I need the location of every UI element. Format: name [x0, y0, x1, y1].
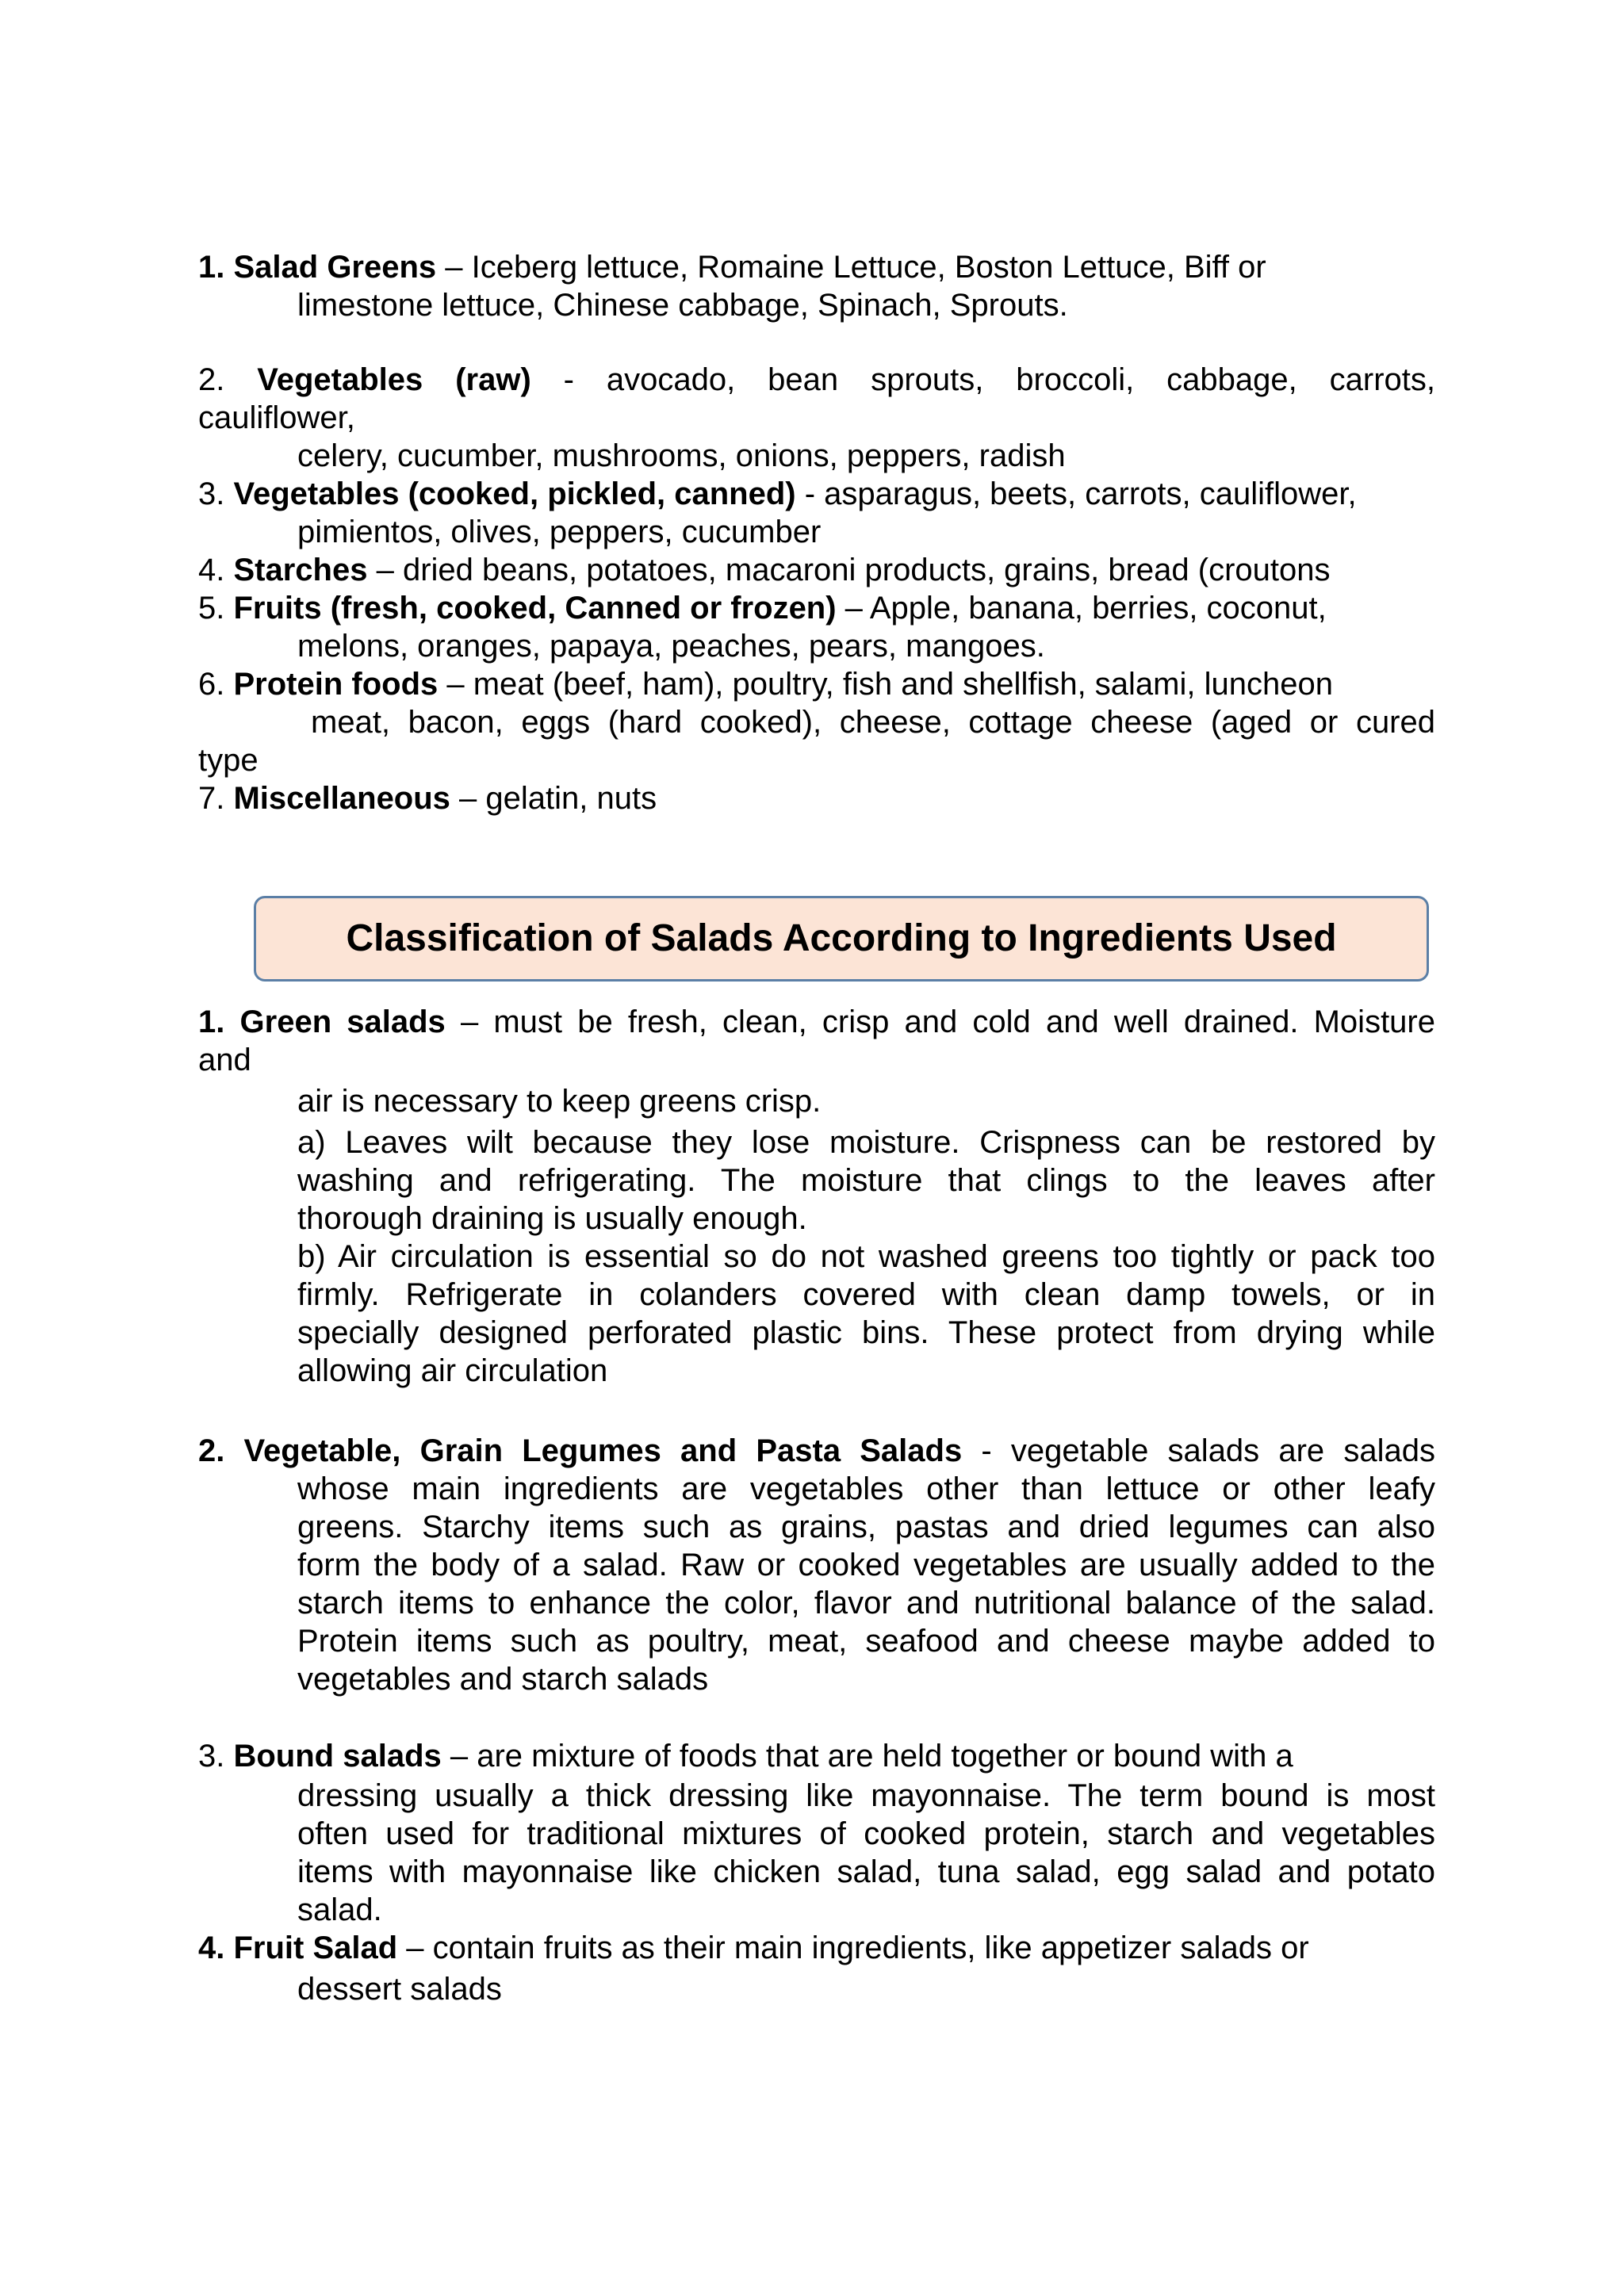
list-item-line [198, 248, 1435, 286]
item-title: Vegetable, Grain Legumes and Pasta Salads [243, 1433, 963, 1468]
ingredient-item-miscellaneous [198, 779, 1435, 817]
item-text: firmly. Refrigerate in colanders covered with clean damp towels, or in [297, 1277, 1435, 1312]
list-item-line [198, 1123, 1435, 1161]
item-text: thorough draining is usually enough. [297, 1201, 807, 1236]
item-number: 1. [198, 1004, 225, 1039]
list-item-line [198, 1546, 1435, 1584]
list-item-line [198, 1929, 1435, 1967]
list-item-line [198, 1584, 1435, 1622]
item-number: 1. [198, 250, 225, 285]
ingredient-item-salad-greens [198, 248, 1435, 324]
item-text: pimientos, olives, peppers, cucumber [297, 515, 822, 549]
list-item-line [198, 1622, 1435, 1660]
section-heading-box [254, 896, 1429, 982]
classification-item-green-salads [198, 1003, 1435, 1390]
list-item-line [198, 1200, 1435, 1238]
item-text: whose main ingredients are vegetables other than lettuce or other leafy [297, 1471, 1435, 1506]
item-title: Starches [233, 553, 368, 587]
list-item-line [198, 1276, 1435, 1314]
item-text: – gelatin, nuts [450, 781, 657, 816]
item-text: allowing air circulation [297, 1353, 608, 1388]
item-text: form the body of a salad. Raw or cooked vegetables are usually added to the [297, 1548, 1435, 1582]
item-number: 4. [198, 553, 225, 587]
list-item-line [198, 513, 1435, 551]
list-item-line [198, 1970, 1435, 2008]
item-text: type [198, 743, 259, 778]
item-text: washing and refrigerating. The moisture that clings to the leaves after [297, 1163, 1435, 1198]
item-title: Vegetables (cooked, pickled, canned) [233, 476, 796, 511]
item-text: – dried beans, potatoes, macaroni products, grains, bread (croutons [367, 553, 1331, 587]
item-text: - avocado, bean sprouts, broccoli, cabbage, carrots, [530, 362, 1435, 397]
item-text: items with mayonnaise like chicken salad, tuna salad, egg salad and potato [297, 1854, 1435, 1889]
item-title: Fruits (fresh, cooked, Canned or frozen) [233, 591, 837, 626]
list-item-line [198, 703, 1435, 741]
list-item-line [198, 1891, 1435, 1929]
item-number: 7. [198, 781, 225, 816]
item-text: cauliflower, [198, 400, 355, 435]
item-text: b) Air circulation is essential so do not washed greens too tightly or pack too [297, 1239, 1435, 1274]
item-number: 2. [198, 1433, 225, 1468]
classification-item-vegetable-grain-pasta [198, 1432, 1435, 1698]
list-item-line [198, 1470, 1435, 1508]
item-number: 2. [198, 362, 225, 397]
list-item-line [198, 741, 1435, 779]
item-number: 3. [198, 1739, 225, 1774]
list-item-line [198, 1508, 1435, 1546]
ingredient-item-protein-foods [198, 665, 1435, 779]
item-text: – contain fruits as their main ingredients, like appetizer salads or [397, 1931, 1309, 1965]
item-text: celery, cucumber, mushrooms, onions, peppers, radish [297, 438, 1066, 473]
item-text: often used for traditional mixtures of cooked protein, starch and vegetables [297, 1816, 1435, 1851]
list-item-line [198, 475, 1435, 513]
list-item-line [198, 1082, 1435, 1120]
item-text: – Apple, banana, berries, coconut, [836, 591, 1327, 626]
item-number: 6. [198, 667, 225, 702]
list-item-line [198, 1815, 1435, 1853]
classification-item-fruit-salad [198, 1929, 1435, 2008]
item-text: a) Leaves wilt because they lose moisture. Crispness can be restored by [297, 1125, 1435, 1160]
item-title: Protein foods [233, 667, 439, 702]
item-text: air is necessary to keep greens crisp. [297, 1084, 822, 1119]
item-text: dessert salads [297, 1972, 502, 2007]
list-item-line [198, 589, 1435, 627]
item-number: 3. [198, 476, 225, 511]
item-text: vegetables and starch salads [297, 1662, 709, 1697]
item-text: and [198, 1043, 251, 1077]
list-item-line [198, 1737, 1435, 1775]
item-text: specially designed perforated plastic bins. These protect from drying while [297, 1315, 1435, 1350]
list-item-line [198, 1432, 1435, 1470]
item-text: – must be fresh, clean, crisp and cold and well drained. Moisture [445, 1004, 1435, 1039]
list-item-line [198, 1853, 1435, 1891]
ingredient-item-vegetables-cooked [198, 475, 1435, 551]
ingredient-item-starches [198, 551, 1435, 589]
item-text: - vegetable salads are salads [962, 1433, 1435, 1468]
item-title: Fruit Salad [233, 1931, 398, 1965]
item-number: 5. [198, 591, 225, 626]
item-title: Bound salads [233, 1739, 442, 1774]
list-item-line [198, 665, 1435, 703]
list-item-line [198, 551, 1435, 589]
classification-item-bound-salads [198, 1737, 1435, 1929]
list-item-line [198, 627, 1435, 665]
list-item-line [198, 1314, 1435, 1352]
item-text: salad. [297, 1892, 382, 1927]
item-text: starch items to enhance the color, flavor and nutritional balance of the salad. [297, 1586, 1435, 1621]
item-text: limestone lettuce, Chinese cabbage, Spinach, Sprouts. [297, 288, 1068, 323]
ingredient-item-vegetables-raw [198, 361, 1435, 475]
item-text: – Iceberg lettuce, Romaine Lettuce, Boston Lettuce, Biff or [436, 250, 1266, 285]
item-title: Miscellaneous [233, 781, 450, 816]
item-text: Protein items such as poultry, meat, seafood and cheese maybe added to [297, 1624, 1435, 1659]
item-text: – meat (beef, ham), poultry, fish and shellfish, salami, luncheon [438, 667, 1333, 702]
list-item-line [198, 779, 1435, 817]
list-item-line [198, 1161, 1435, 1200]
item-text: meat, bacon, eggs (hard cooked), cheese, cottage cheese (aged or cured [311, 705, 1435, 740]
list-item-line [198, 1777, 1435, 1815]
list-item-line [198, 399, 1435, 437]
item-text: dressing usually a thick dressing like mayonnaise. The term bound is most [297, 1778, 1435, 1813]
list-item-line [198, 1041, 1435, 1079]
item-text: - asparagus, beets, carrots, cauliflower, [795, 476, 1357, 511]
item-number: 4. [198, 1931, 225, 1965]
list-item-line [198, 1660, 1435, 1698]
list-item-line [198, 1352, 1435, 1390]
list-item-line [198, 286, 1435, 324]
item-text: – are mixture of foods that are held together or bound with a [441, 1739, 1293, 1774]
list-item-line [198, 1238, 1435, 1276]
item-title: Green salads [239, 1004, 446, 1039]
item-text: greens. Starchy items such as grains, pastas and dried legumes can also [297, 1510, 1435, 1544]
item-title: Vegetables (raw) [257, 362, 531, 397]
list-item-line [198, 361, 1435, 399]
list-item-line [198, 437, 1435, 475]
item-text: melons, oranges, papaya, peaches, pears, mangoes. [297, 629, 1045, 664]
section-heading: Classification of Salads According to Ingredients Used [346, 917, 1337, 959]
ingredient-item-fruits [198, 589, 1435, 665]
list-item-line [198, 1003, 1435, 1041]
item-title: Salad Greens [233, 250, 437, 285]
